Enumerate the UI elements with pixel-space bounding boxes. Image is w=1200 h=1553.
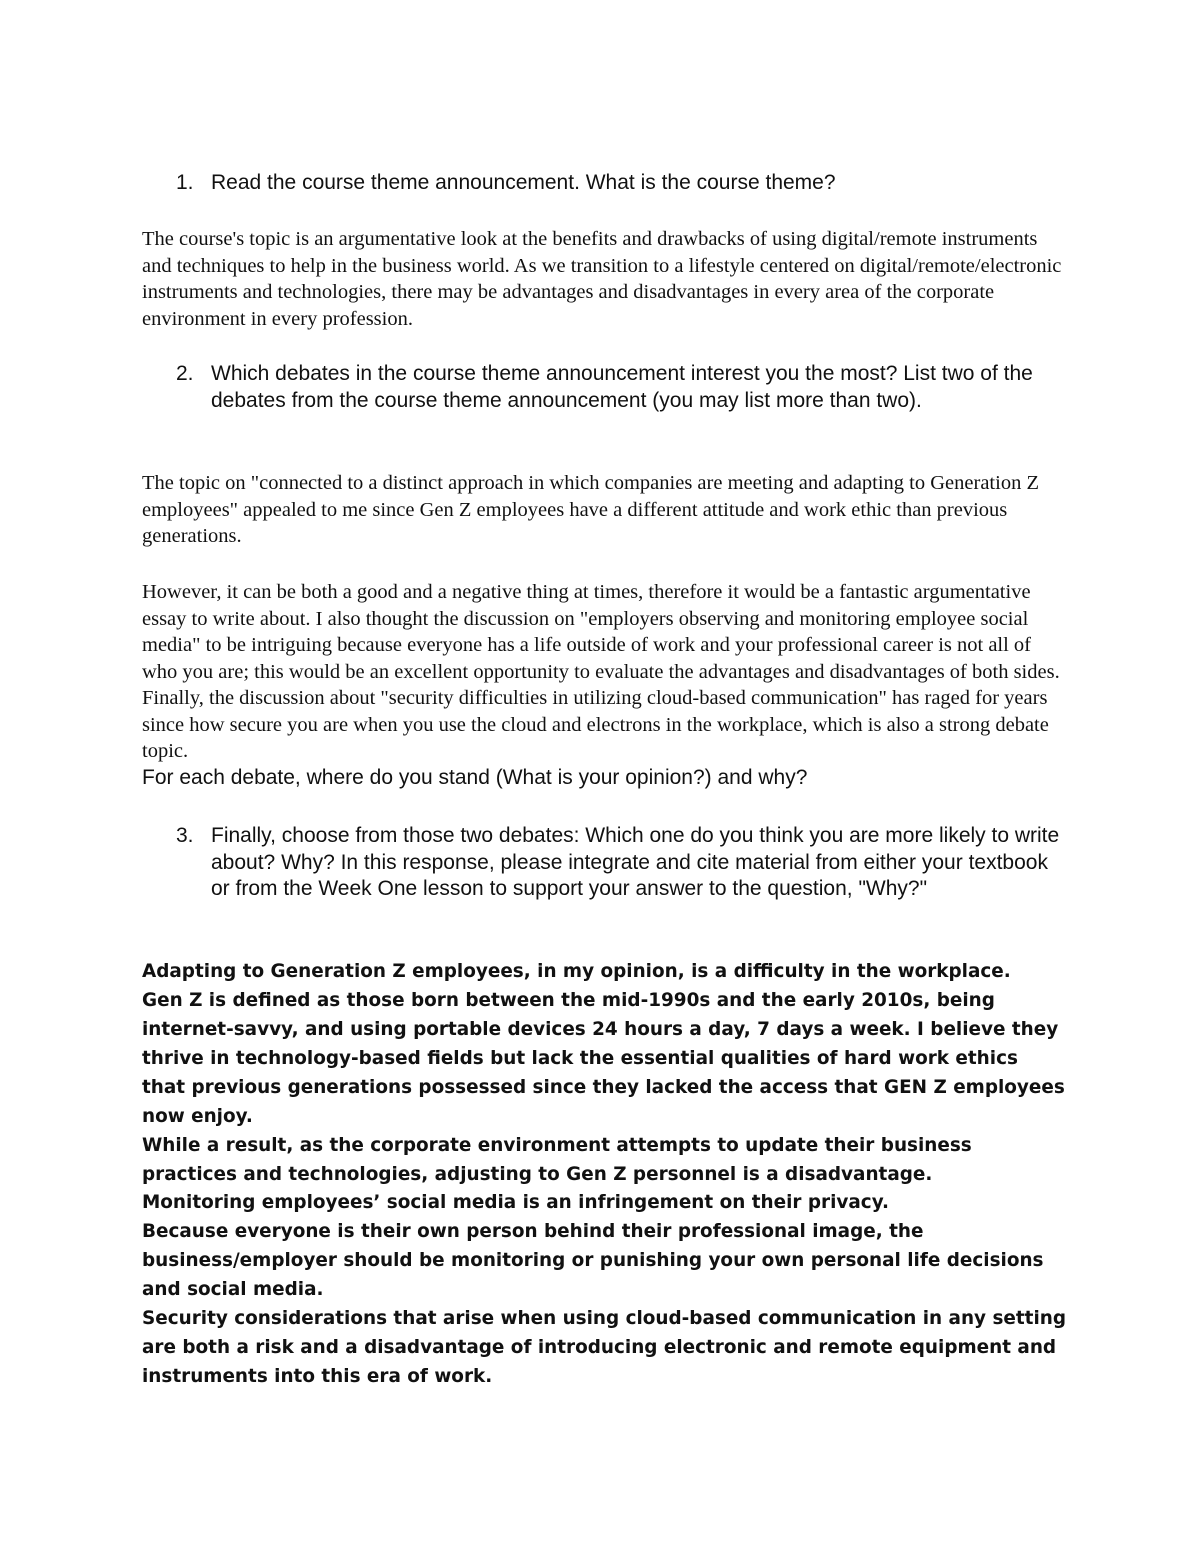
followup-question: For each debate, where do you stand (What is your opinion?) and why? (142, 765, 808, 789)
answer-3-block-1 (142, 957, 1067, 1189)
question-text: Read the course theme announcement. What is the course theme? (211, 171, 836, 194)
question-3 (176, 823, 1076, 903)
answer-2-paragraph-1 (142, 470, 1062, 550)
question-number: 1. (176, 171, 194, 194)
answer-line: Because everyone is their own person behind their professional image, the business/employer should be monitoring or punishing your own personal life decisions and social media. (142, 1221, 1044, 1300)
answer-line: While a result, as the corporate environment attempts to update their business practices and technologies, adjusting to Gen Z personnel is a disadvantage. (142, 1135, 972, 1185)
question-1 (176, 170, 1076, 197)
answer-paragraph: However, it can be both a good and a negative thing at times, therefore it would be a fantastic argumentative essay to write about. I also thought the discussion on "employers observing and monitoring employee social media" to be intriguing because everyone has a life outside of work and your professional career is not all of who you are; this would be an excellent opportunity to evaluate the advantages and disadvantages of both sides. Finally, the discussion about "security difficulties in utilizing cloud-based communication" has raged for years since how secure you are when you use the cloud and electrons in the workplace, which is also a strong debate topic. (142, 581, 1060, 762)
answer-paragraph: The course's topic is an argumentative look at the benefits and drawbacks of using digital/remote instruments and techniques to help in the business world. As we transition to a lifestyle centered on digital/remote/electronic instruments and technologies, there may be advantages and disadvantages in every area of the corporate environment in every profession. (142, 228, 1062, 330)
answer-line: Monitoring employees’ social media is an infringement on their privacy. (142, 1192, 889, 1213)
answer-3-block-2 (142, 1188, 1067, 1304)
question-number: 3. (176, 824, 194, 847)
answer-line: Security considerations that arise when using cloud-based communication in any setting are both a risk and a disadvantage of introducing electronic and remote equipment and instruments into this era of work. (142, 1308, 1067, 1387)
answer-line: Gen Z is defined as those born between the mid-1990s and the early 2010s, being internet-savvy, and using portable devices 24 hours a day, 7 days a week. I believe they thrive in technology-based fields but lack the essential qualities of hard work ethics that previous generations possessed since they lacked the access that GEN Z employees now enjoy. (142, 990, 1065, 1127)
question-2 (176, 361, 1076, 414)
answer-2-paragraph-2 (142, 579, 1062, 791)
question-text: Which debates in the course theme announcement interest you the most? List two of the debates from the course theme announcement (you may list more than two). (211, 362, 1033, 412)
answer-1 (142, 226, 1062, 332)
question-text: Finally, choose from those two debates: Which one do you think you are more likely to write about? Why? In this response, please integrate and cite material from either your textbook or from the Week One lesson to support your answer to the question, "Why?" (211, 824, 1060, 900)
question-number: 2. (176, 362, 194, 385)
answer-3-block-3 (142, 1304, 1067, 1391)
answer-line: Adapting to Generation Z employees, in my opinion, is a difficulty in the workplace. (142, 961, 1011, 982)
answer-paragraph: The topic on "connected to a distinct approach in which companies are meeting and adapting to Generation Z employees" appealed to me since Gen Z employees have a different attitude and work ethic than previous generations. (142, 472, 1039, 547)
